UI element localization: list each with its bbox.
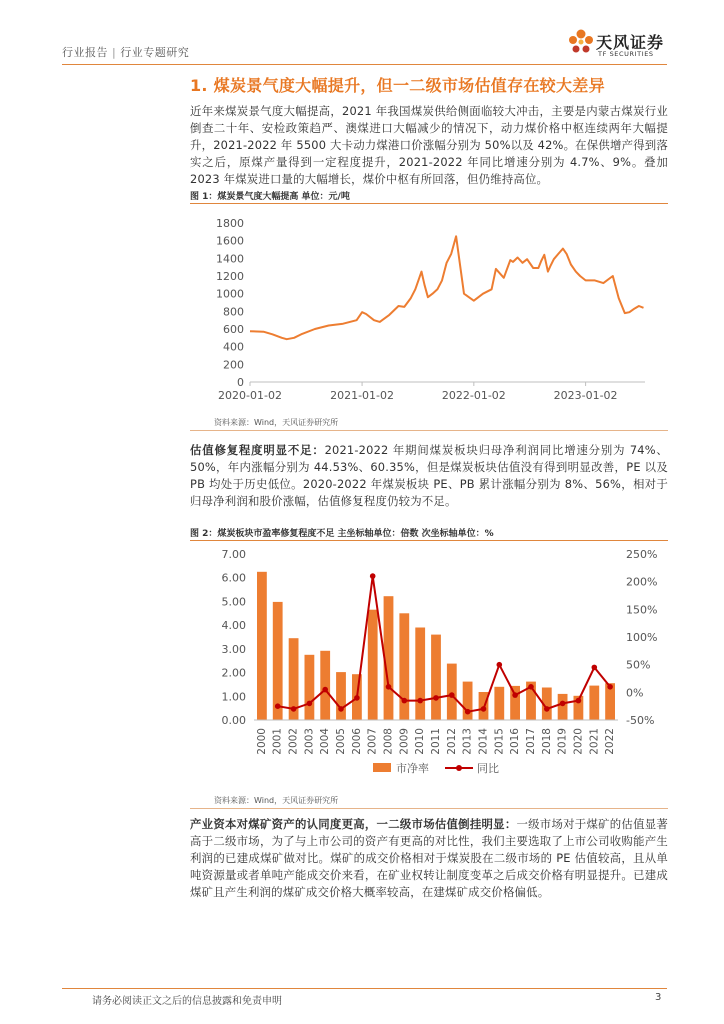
yoy-point: [528, 684, 534, 690]
y-tick-label: 4.00: [221, 619, 246, 633]
pb-bar: [368, 610, 378, 720]
x-tick-label: 2021: [588, 728, 601, 755]
pb-bar: [415, 628, 425, 721]
y-tick-label: 6.00: [221, 571, 246, 585]
legend-line-marker: [456, 765, 462, 771]
x-tick-label: 2006: [350, 728, 363, 755]
y-tick-label: 1800: [216, 217, 244, 230]
page-number: 3: [655, 992, 662, 1003]
y-tick-label: 0: [237, 376, 244, 389]
y-tick-label: 2.00: [221, 666, 246, 680]
figure2-bottom-rule: [190, 808, 668, 809]
section-title: 1. 煤炭景气度大幅提升，但一二级市场估值存在较大差异: [190, 76, 605, 95]
yoy-point: [433, 695, 439, 701]
yoy-point: [338, 706, 344, 712]
pb-bar: [257, 572, 267, 720]
figure1-bottom-rule: [190, 430, 668, 431]
y2-tick-label: 150%: [626, 603, 658, 617]
y-tick-label: 7.00: [221, 548, 246, 561]
yoy-point: [322, 687, 328, 693]
pb-bar: [336, 672, 346, 720]
x-tick-label: 2011: [430, 728, 442, 755]
yoy-point: [481, 706, 487, 712]
figure1-source: 资料来源：Wind，天风证券研究所: [214, 418, 339, 427]
header-divider: [62, 64, 667, 65]
y-tick-label: 1000: [216, 287, 244, 301]
yoy-point: [512, 692, 518, 698]
y-tick-label: 400: [223, 340, 244, 354]
x-tick-label: 2020: [572, 728, 585, 755]
y2-tick-label: 100%: [626, 631, 658, 644]
paragraph-body: 一级市场对于煤矿的估值显著高于二级市场，为了与上市公司的资产有更高的对比性，我们主要选取了上市公司收购能产生利润的已建成煤矿做对比。煤矿的成交价格相对于煤炭股在二级市场的 PE 估值较高，且从单吨资源量或者单吨产能成交价来看，在矿业权转让制度变革之后成交价格有明显提升。已建成煤矿且产生利润的煤矿成交价格大概率较高，在建煤矿成交价格偏低。: [190, 817, 668, 899]
x-tick-label: 2012: [445, 728, 458, 755]
x-tick-label: 2008: [382, 728, 395, 755]
x-tick-label: 2016: [509, 728, 522, 755]
report-type: 行业报告: [62, 46, 108, 59]
paragraph-lead: 估值修复程度明显不足：: [190, 443, 325, 457]
pb-bar: [494, 687, 504, 720]
yoy-point: [402, 698, 408, 704]
legend-bar-swatch: [373, 763, 391, 772]
pb-bar: [558, 694, 568, 720]
footer-disclaimer: 请务必阅读正文之后的信息披露和免责申明: [92, 996, 282, 1007]
footer-divider: [62, 988, 667, 989]
paragraph-valuation-repair: [190, 442, 668, 510]
yoy-point: [560, 701, 566, 707]
flower-logo-icon: [568, 28, 594, 58]
x-tick-label: 2022: [604, 728, 617, 755]
figure2-top-rule: [190, 540, 668, 541]
y-tick-label: 3.00: [221, 642, 246, 656]
y-tick-label: 800: [223, 305, 244, 319]
x-tick-label: 2021-01-02: [330, 389, 395, 402]
y-tick-label: 1600: [216, 234, 244, 248]
x-tick-label: 2002: [287, 728, 300, 755]
x-tick-label: 2005: [335, 728, 348, 755]
y-tick-label: 200: [223, 358, 244, 372]
x-tick-label: 2022-01-02: [441, 389, 506, 402]
x-tick-label: 2013: [461, 728, 474, 755]
figure1-top-rule: [190, 203, 668, 204]
yoy-point: [370, 573, 376, 579]
company-logo: [568, 28, 678, 62]
y-tick-label: 0.00: [221, 714, 246, 727]
y-tick-label: 5.00: [221, 595, 246, 609]
yoy-point: [386, 684, 392, 690]
yoy-series-line: [278, 576, 610, 712]
x-tick-label: 2015: [493, 728, 506, 755]
coal-price-series-line: [250, 236, 644, 339]
coal-price-line-chart: [190, 205, 668, 410]
paragraph-lead: 产业资本对煤矿资产的认同度更高，一二级市场估值倒挂明显：: [190, 817, 517, 831]
y2-tick-label: -50%: [626, 714, 655, 727]
y2-tick-label: 0%: [626, 686, 644, 700]
paragraph-coal-prosperity: 近年来煤炭景气度大幅提高，2021 年我国煤炭供给侧面临较大冲击，主要是内蒙古煤炭行业倒查二十年、安检政策趋严、澳煤进口大幅减少的情况下，动力煤价格中枢连续两年大幅提升，2021-2022 年 5500 大卡动力煤港口价涨幅分别为 50%以及 42%。在保供增产得到落实之后，原煤产量得到一定程度提升，2021-2022 年同比增速分别为 4.7%、9%。叠加 2023 年煤炭进口量的大幅增长，煤价中枢有所回落，但仍维持高位。: [190, 104, 668, 186]
yoy-point: [544, 706, 550, 712]
y2-tick-label: 50%: [626, 658, 651, 672]
x-tick-label: 2014: [477, 728, 490, 755]
x-tick-label: 2000: [255, 728, 268, 755]
pb-bar: [447, 664, 457, 720]
legend-bar-label: 市净率: [396, 762, 429, 775]
logo-name-cn: 天风证券: [596, 33, 665, 52]
report-category: [62, 44, 189, 60]
y2-tick-label: 250%: [626, 548, 658, 561]
pb-bar: [320, 651, 330, 720]
x-tick-label: 2009: [398, 728, 411, 755]
paragraph-industrial-capital: [190, 816, 668, 901]
pb-ratio-combo-chart: [190, 542, 668, 790]
x-tick-label: 2004: [319, 728, 332, 755]
pb-bar: [399, 613, 409, 720]
yoy-point: [354, 695, 360, 701]
x-tick-label: 2001: [271, 728, 284, 755]
pb-bar: [431, 635, 441, 720]
pb-bar: [589, 686, 599, 720]
x-tick-label: 2023-01-02: [553, 389, 618, 402]
y-tick-label: 1.00: [221, 690, 246, 704]
yoy-point: [449, 692, 455, 698]
x-tick-label: 2017: [524, 728, 537, 755]
report-subtype: 行业专题研究: [120, 46, 190, 59]
y-tick-label: 600: [223, 323, 244, 336]
yoy-point: [307, 701, 313, 707]
y2-tick-label: 200%: [626, 575, 658, 589]
figure1-title: 图 1：煤炭景气度大幅提高 单位：元/吨: [190, 192, 350, 202]
x-tick-label: 2010: [414, 728, 427, 755]
yoy-point: [607, 684, 613, 690]
x-tick-label: 2007: [366, 728, 379, 755]
legend-line-label: 同比: [477, 762, 499, 775]
paragraph-body: 2021-2022 年期间煤炭板块归母净利润同比增速分别为 74%、50%，年内涨幅分别为 44.53%、60.35%，但是煤炭板块估值没有得到明显改善，PE 以及 PB 均处于历史低位。2020-2022 年煤炭板块 PE、PB 累计涨幅分别为 8%、56%，相对于归母净利润和股价涨幅，估值修复程度仍较为不足。: [190, 443, 668, 508]
y-tick-label: 1200: [216, 270, 244, 283]
x-tick-label: 2019: [556, 728, 569, 755]
yoy-point: [291, 706, 297, 712]
figure2-source: 资料来源：Wind，天风证券研究所: [214, 796, 339, 805]
separator: |: [112, 46, 117, 59]
pb-bar: [273, 602, 283, 720]
pb-bar: [510, 686, 520, 720]
yoy-point: [592, 665, 598, 671]
figure2-title: 图 2：煤炭板块市盈率修复程度不足 主坐标轴单位：倍数 次坐标轴单位：%: [190, 529, 494, 539]
yoy-point: [417, 698, 423, 704]
yoy-point: [275, 703, 281, 709]
yoy-point: [465, 709, 471, 715]
pb-bar: [305, 655, 315, 720]
x-tick-label: 2020-01-02: [218, 389, 282, 402]
x-tick-label: 2018: [540, 728, 553, 755]
yoy-point: [576, 698, 582, 704]
yoy-point: [497, 662, 503, 668]
x-tick-label: 2003: [303, 728, 316, 755]
logo-name-en: TF SECURITIES: [598, 50, 654, 58]
y-tick-label: 1400: [216, 252, 244, 266]
